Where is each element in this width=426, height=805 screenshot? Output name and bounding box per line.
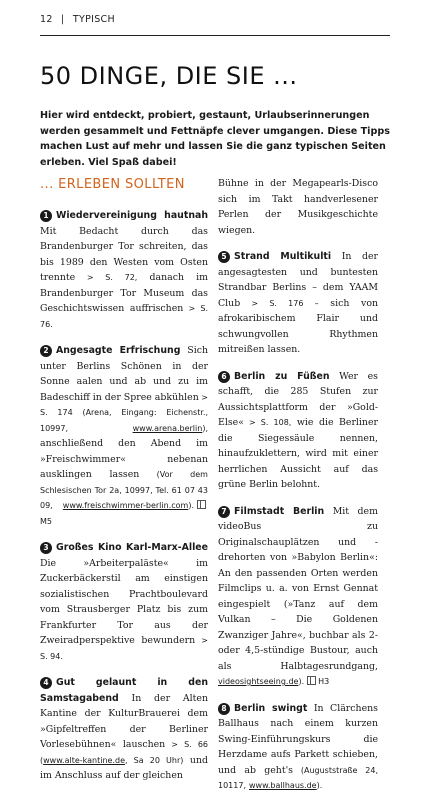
reference-close: ).: [316, 781, 323, 790]
tip-text: In der Alten Kantine der KulturBrauerei dem »Gipfeltreffen der Berliner Vorlesebühnen« lauschen: [40, 692, 208, 750]
map-reference: M5: [40, 516, 52, 526]
reference-close: , Sa 20 Uhr): [125, 755, 184, 765]
tip-title: Berlin swingt: [234, 702, 308, 714]
tip-item-6: [218, 369, 378, 493]
tip-text: danach im Brandenburger Tor Museum das Geschichtswissen auffrischen: [40, 272, 208, 314]
tip-text: anschließend den Abend im »Freischwimmer« nebenan ausklingen lassen: [40, 438, 208, 480]
number-badge: 8: [218, 703, 230, 715]
tip-text: wie die Berliner die Siegessäule nennen, hinaufzuklettern, wird mit einer herrlichen Aussicht auf das grüne Berlin belohnt.: [218, 417, 378, 490]
tip-continuation: Bühne in der Megapearls-Disco sich im Takt handverlesener Perlen der Musikgeschichte wiegen.: [218, 178, 378, 236]
map-reference: H3: [318, 677, 330, 686]
right-column: [218, 176, 378, 805]
page-reference: > S. 94.: [40, 636, 208, 661]
tip-item-7: [218, 504, 378, 690]
page-reference: > S. 76.: [40, 304, 208, 329]
number-badge: 2: [40, 345, 52, 357]
number-badge: 3: [40, 542, 52, 554]
tip-item-8: [218, 701, 378, 794]
tip-text: In Clärchens Ballhaus nach einem kurzen Swing-Einführungskurs die Herzdame aufs Parkett schieben, und ab geht's: [218, 702, 378, 776]
number-badge: 7: [218, 506, 230, 518]
tip-item-3: [40, 540, 208, 664]
header-rule: [40, 35, 390, 36]
tip-title: Gut gelaunt in den Samstagabend: [40, 677, 208, 704]
tip-text: sich von afrokaribischem Flair und schwungvollen Rhythmen mitreißen lassen.: [218, 297, 378, 355]
tip-item-2: [40, 343, 208, 529]
intro-paragraph: Hier wird entdeckt, probiert, gestaunt, Urlaubserinnerungen werden gesammelt und Fettnäpfe clever umgangen. Diese Tipps machen Lust auf mehr und lassen Sie die ganz typischen Seiten erleben. Viel Spaß dabei!: [40, 110, 390, 168]
tip-title: Filmstadt Berlin: [234, 505, 325, 517]
left-column: [40, 176, 208, 795]
website-link[interactable]: videosightseeing.de: [218, 677, 299, 686]
number-badge: 6: [218, 371, 230, 383]
number-badge: 1: [40, 210, 52, 222]
tip-title: Großes Kino Karl-Marx-Allee: [56, 542, 208, 553]
tip-item-4: [40, 675, 208, 784]
map-icon: [307, 676, 316, 685]
tip-text: und im Anschluss auf der gleichen: [40, 754, 208, 781]
tip-title: Berlin zu Füßen: [234, 370, 330, 382]
page-reference: > S. 66 (: [40, 740, 208, 765]
section-heading: ... ERLEBEN SOLLTEN: [40, 177, 185, 192]
map-icon: [197, 500, 206, 509]
tip-text: Mit Bedacht durch das Brandenburger Tor schreiten, das bis 1989 den Westen vom Osten trennte: [40, 225, 208, 283]
website-link[interactable]: www.ballhaus.de: [248, 781, 317, 790]
reference-close: ),: [202, 423, 208, 433]
tip-text: In der angesagtesten und buntesten Strandbar Berlins – dem YAAM Club: [218, 251, 379, 309]
header-separator: |: [61, 14, 65, 25]
website-link[interactable]: www.alte-kantine.de: [43, 755, 125, 765]
tip-title: Wiedervereinigung hautnah: [56, 210, 208, 221]
tip-item-5: [218, 249, 378, 358]
page-header: [40, 14, 390, 25]
page-reference: > S. 108,: [243, 418, 292, 427]
tip-text: Mit dem videoBus zu Originalschauplätzen und -drehorten von »Babylon Berlin«: An den passenden Orten werden Filmclips u. a. von Ernst Gennat eingespielt (»Tanz auf dem Vulkan – Die Goldenen Zwanziger Jahre«, buchbar als 2- oder 4,5-stündige Bustour, auch als Halbtagesrundgang,: [218, 505, 378, 672]
page-reference: > S. 176 –: [240, 298, 319, 308]
tip-title: Strand Multikulti: [234, 251, 332, 262]
address-reference: (Auguststraße 24, 10117,: [218, 765, 378, 790]
tip-title: Angesagte Erfrischung: [56, 345, 181, 356]
number-badge: 4: [40, 677, 52, 689]
page-reference: > S. 72,: [75, 273, 138, 282]
page-title: 50 DINGE, DIE SIE ...: [40, 62, 298, 90]
tip-text: Sich unter Berlins Schönen in der Sonne aalen und ab und zu im Badeschiff in der Spree abkühlen: [40, 345, 208, 403]
address-reference: (Vor dem Schlesischen Tor 2a, 10997, Tel. 61 07 43 09,: [40, 470, 208, 510]
number-badge: 5: [218, 251, 230, 263]
header-section: TYPISCH: [72, 14, 115, 25]
tip-text: Wer es schafft, die 285 Stufen zur Aussichtsplattform der »Gold-Else«: [218, 370, 378, 428]
tip-text: Die »Arbeiterpaläste« im Zuckerbäckerstil am einstigen sozialistischen Prachtboulevard vom Strausberger Platz bis zum Frankfurter Tor aus der Zweiradperspektive bewundern: [40, 557, 208, 646]
reference-close: ).: [188, 501, 194, 510]
tip-item-1: [40, 208, 208, 332]
page-reference: > S. 174 (Arena, Eingang: Eichenstr., 10997,: [40, 392, 208, 433]
website-link[interactable]: www.arena.berlin: [132, 423, 203, 433]
reference-close: ).: [298, 677, 305, 686]
page-number: 12: [40, 14, 53, 25]
website-link[interactable]: www.freischwimmer-berlin.com: [62, 501, 189, 510]
